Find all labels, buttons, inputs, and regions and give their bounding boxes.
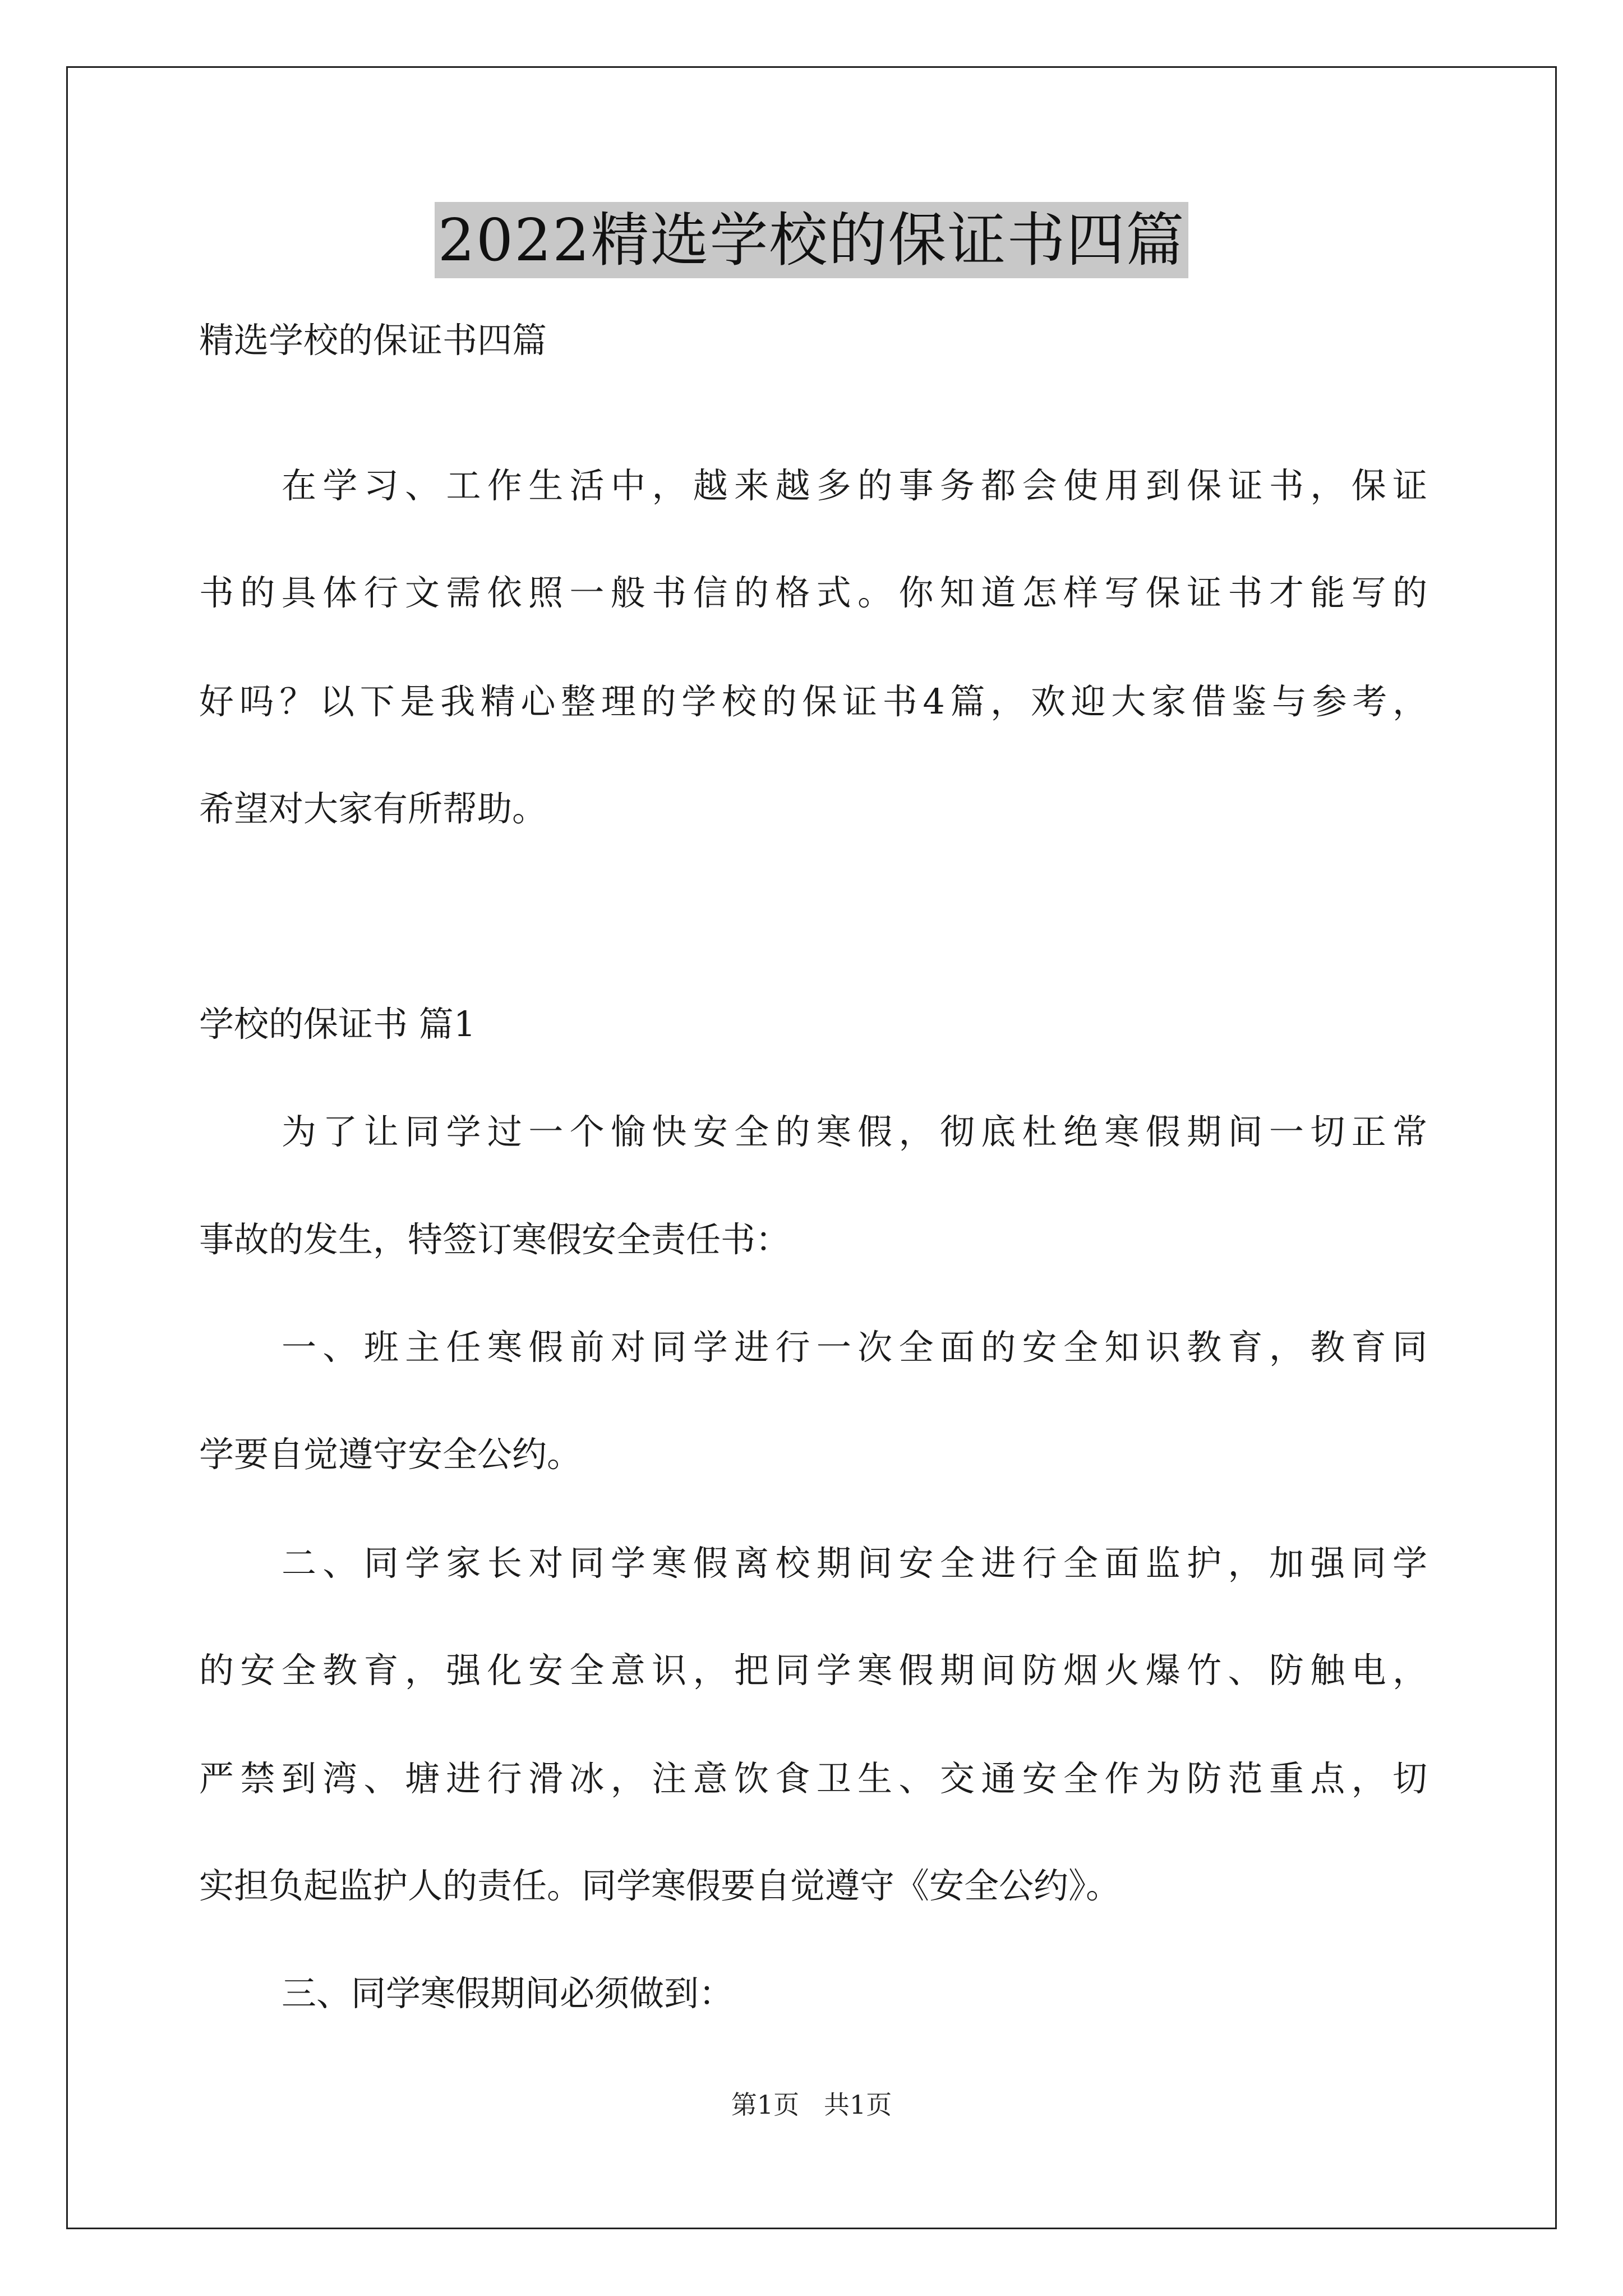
section-heading: 学校的保证书 篇1: [199, 1004, 476, 1045]
body-line-8: 实担负起监护人的责任。同学寒假要自觉遵守《安全公约》。: [199, 1865, 1121, 1906]
document-subtitle: 精选学校的保证书四篇: [199, 320, 547, 361]
page-footer: 第1页 共1页: [731, 2090, 892, 2120]
intro-line-4: 希望对大家有所帮助。: [199, 788, 547, 829]
intro-line-3: 好吗？以下是我精心整理的学校的保证书4篇，欢迎大家借鉴与参考，: [199, 681, 1427, 722]
body-line-5: 二、同学家长对同学寒假离校期间安全进行全面监护，加强同学: [282, 1543, 1427, 1584]
body-line-2: 事故的发生，特签订寒假安全责任书：: [199, 1219, 791, 1260]
body-line-7: 严禁到湾、塘进行滑冰，注意饮食卫生、交通安全作为防范重点，切: [199, 1758, 1427, 1799]
document-title: 2022精选学校的保证书四篇: [435, 202, 1189, 278]
body-line-9: 三、同学寒假期间必须做到：: [282, 1973, 734, 2014]
intro-line-1: 在学习、工作生活中，越来越多的事务都会使用到保证书，保证: [282, 465, 1427, 506]
body-line-3: 一、班主任寒假前对同学进行一次全面的安全知识教育，教育同: [282, 1327, 1427, 1368]
body-line-4: 学要自觉遵守安全公约。: [199, 1434, 582, 1475]
title-container: [0, 202, 1623, 278]
intro-line-2: 书的具体行文需依照一般书信的格式。你知道怎样写保证书才能写的: [199, 572, 1427, 613]
body-line-1: 为了让同学过一个愉快安全的寒假，彻底杜绝寒假期间一切正常: [282, 1111, 1427, 1152]
body-line-6: 的安全教育，强化安全意识，把同学寒假期间防烟火爆竹、防触电，: [199, 1650, 1427, 1691]
